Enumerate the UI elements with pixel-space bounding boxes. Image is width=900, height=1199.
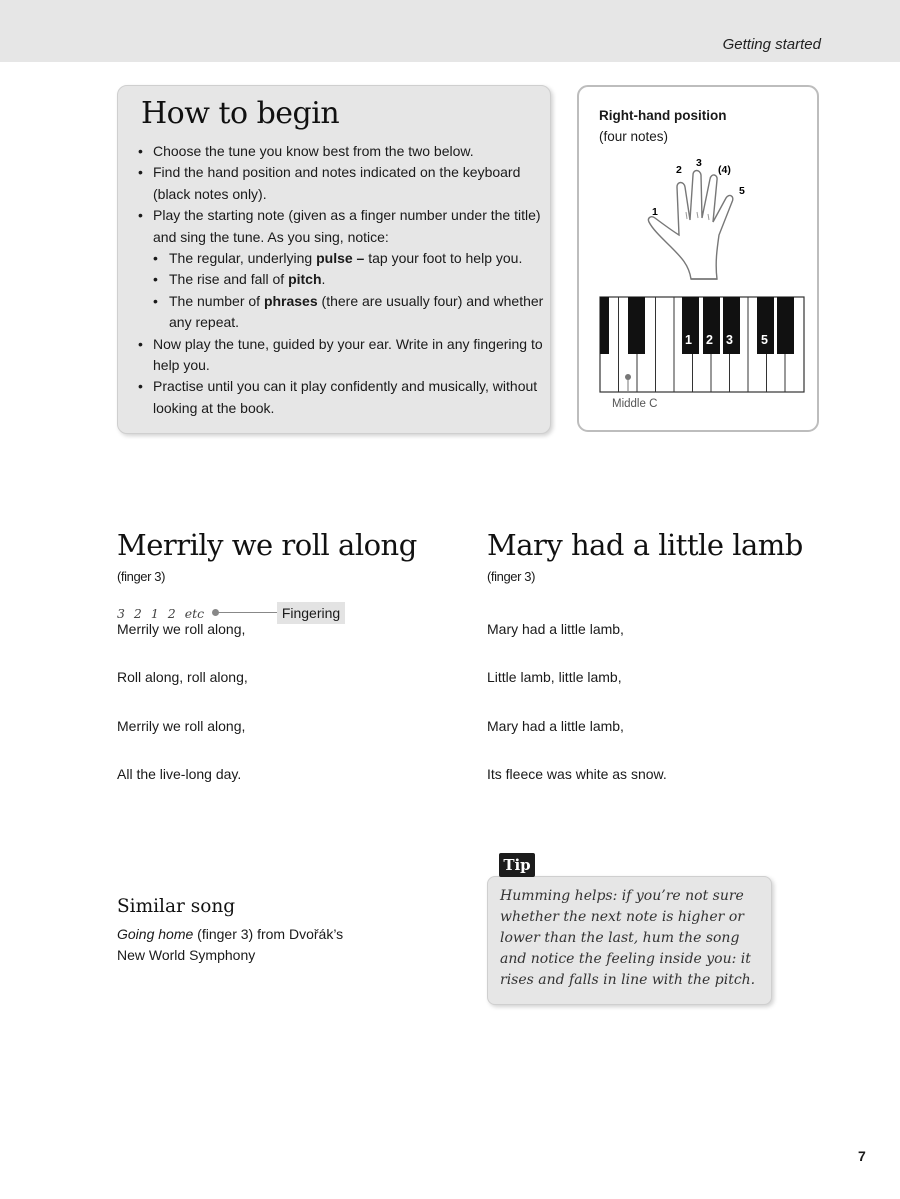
section-title: Getting started [722, 36, 821, 53]
hand-keyboard-diagram [579, 87, 821, 434]
key-label: 1 [685, 333, 692, 347]
tip-box [487, 876, 772, 1005]
hand-position-box [577, 85, 819, 432]
instruction-item: • Practise until you can it play confidently and musically, without looking at the book. [138, 376, 546, 419]
key-label: 5 [761, 333, 768, 347]
instruction-subitem: • The number of phrases (there are usually four) and whether any repeat. [153, 291, 546, 334]
key-label: 3 [726, 333, 733, 347]
similar-song-heading: Similar song [117, 896, 236, 917]
similar-song-title: Going home [117, 926, 194, 942]
piano-keyboard [600, 297, 804, 392]
instruction-item [138, 205, 546, 333]
finger-label: (4) [718, 164, 731, 176]
instruction-item: • Now play the tune, guided by your ear. Write in any fingering to help you. [138, 334, 546, 377]
instruction-sublist [153, 248, 546, 334]
page-number: 7 [858, 1148, 866, 1164]
instruction-subitem: • The rise and fall of pitch. [153, 269, 546, 290]
fingering-label: Fingering [277, 602, 345, 624]
middle-c-label: Middle C [612, 398, 658, 410]
lyric-line: Little lamb, little lamb, [487, 669, 622, 685]
finger-label: 3 [696, 157, 702, 169]
instruction-item: • Find the hand position and notes indicated on the keyboard (black notes only). [138, 162, 546, 205]
tip-badge: Tip [499, 853, 535, 877]
instruction-item: • Choose the tune you know best from the two below. [138, 141, 546, 162]
lyric-line: Its fleece was white as snow. [487, 766, 667, 782]
lyric-line: Mary had a little lamb, [487, 621, 624, 637]
instruction-text: Play the starting note (given as a finger number under the title) and sing the tune. As you sing, notice: [153, 207, 541, 245]
lyric-line: Merrily we roll along, [117, 621, 246, 637]
lyric-line: Roll along, roll along, [117, 669, 248, 685]
lyric-line: Mary had a little lamb, [487, 718, 624, 734]
finger-label: 2 [676, 164, 682, 176]
finger-label: 5 [739, 185, 745, 197]
lyric-line: All the live-long day. [117, 766, 242, 782]
hand-icon [648, 171, 732, 280]
key-label: 2 [706, 333, 713, 347]
song-starting-finger: (finger 3) [117, 569, 166, 584]
instruction-subitem: • The regular, underlying pulse – tap your foot to help you. [153, 248, 546, 269]
page-header [0, 0, 900, 62]
hand-position-subtitle: (four notes) [599, 129, 669, 144]
how-to-begin-title: How to begin [141, 96, 340, 131]
song-title-merrily: Merrily we roll along [117, 528, 417, 562]
similar-song-line: Going home (finger 3) from Dvořák’s [117, 926, 344, 942]
fingering-pointer-line [216, 612, 278, 613]
hand-position-title: Right-hand position [599, 108, 727, 123]
tip-text: Humming helps: if you’re not sure whether the next note is higher or lower than the last, hum the song and notice the feeling inside you: it rises and falls in line with the pitch. [500, 888, 756, 988]
song-title-mary: Mary had a little lamb [487, 528, 803, 562]
lyric-line: Merrily we roll along, [117, 718, 246, 734]
fingering-numbers: 3 2 1 2 etc [117, 606, 205, 621]
similar-song-line: New World Symphony [117, 947, 256, 963]
how-to-begin-box [117, 85, 551, 434]
instructions-list [138, 141, 546, 419]
song-starting-finger: (finger 3) [487, 569, 536, 584]
finger-label: 1 [652, 206, 658, 218]
